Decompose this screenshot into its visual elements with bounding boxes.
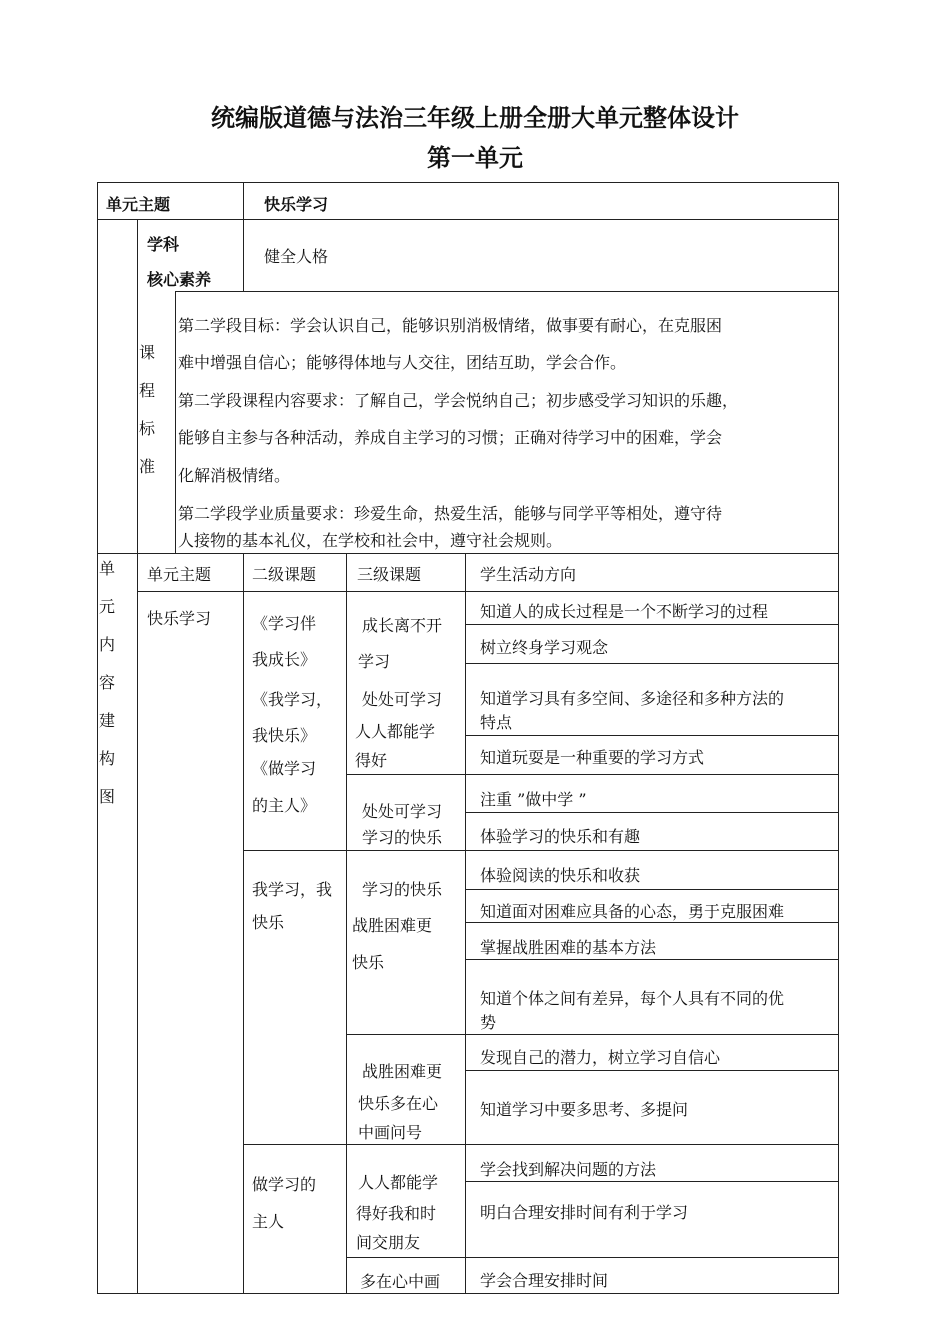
- activity-item: 树立终身学习观念: [480, 638, 609, 657]
- activity-item: 体验学习的快乐和有趣: [480, 827, 641, 846]
- standards-line: 第二学段目标：学会认识自己，能够识别消极情绪，做事要有耐心，在克服困: [178, 316, 723, 335]
- structure-theme: 快乐学习: [147, 609, 212, 628]
- level2-item: 我学习，我: [252, 880, 333, 899]
- activity-item: 势: [480, 1013, 497, 1032]
- standards-line: 第二学段课程内容要求：了解自己，学会悦纳自己；初步感受学习知识的乐趣，: [178, 391, 739, 410]
- activity-item: 知道学习中要多思考、多提问: [480, 1100, 689, 1119]
- level3-item: 成长离不开: [362, 616, 443, 635]
- level2-item: 《做学习: [252, 759, 317, 778]
- level2-item: 《学习伴: [252, 614, 317, 633]
- level3-item: 间交朋友: [356, 1233, 421, 1252]
- activity-item: 知道学习具有多空间、多途径和多种方法的: [480, 689, 785, 708]
- level3-item: 人人都能学: [355, 722, 436, 741]
- level2-item: 快乐: [252, 913, 285, 932]
- level2-item: 的主人》: [252, 796, 317, 815]
- level3-item: 处处可学习: [362, 802, 443, 821]
- document-subtitle: 第一单元: [427, 144, 523, 172]
- activity-item: 发现自己的潜力，树立学习自信心: [480, 1048, 721, 1067]
- level3-item: 快乐多在心: [358, 1094, 439, 1113]
- activity-item: 注重 ”做中学 ”: [480, 790, 587, 809]
- unit-theme-label: 单元主题: [106, 195, 171, 214]
- standards-line: 难中增强自信心；能够得体地与人交往，团结互助，学会合作。: [178, 353, 627, 372]
- level3-item: 中画问号: [358, 1123, 423, 1142]
- level3-item: 得好: [355, 751, 388, 770]
- literacy-value: 健全人格: [264, 247, 329, 266]
- activity-item: 特点: [480, 713, 513, 732]
- level3-item: 处处可学习: [362, 690, 443, 709]
- structure-label: 单 元 内 容 建 构 图: [98, 559, 115, 806]
- level3-item: 学习的快乐: [362, 880, 443, 899]
- level3-item: 学习: [358, 652, 391, 671]
- activity-item: 知道面对困难应具备的心态，勇于克服困难: [480, 902, 785, 921]
- level2-item: 主人: [252, 1212, 285, 1231]
- activity-item: 知道人的成长过程是一个不断学习的过程: [480, 602, 769, 621]
- standards-line: 人接物的基本礼仪，在学校和社会中，遵守社会规则。: [178, 531, 563, 550]
- literacy-label-line2: 核心素养: [147, 270, 212, 289]
- column-header-level3: 三级课题: [357, 565, 422, 584]
- activity-item: 掌握战胜困难的基本方法: [480, 938, 657, 957]
- level3-item: 战胜困难更: [362, 1062, 443, 1081]
- level3-item: 多在心中画: [360, 1272, 441, 1291]
- level3-item: 人人都能学: [358, 1173, 439, 1192]
- literacy-label-line1: 学科: [147, 235, 180, 254]
- column-header-activity: 学生活动方向: [480, 565, 577, 584]
- activity-item: 体验阅读的快乐和收获: [480, 866, 641, 885]
- level2-item: 做学习的: [252, 1175, 317, 1194]
- level3-item: 得好我和时: [356, 1204, 437, 1223]
- level3-item: 学习的快乐: [362, 828, 443, 847]
- standards-line: 化解消极情绪。: [178, 466, 291, 485]
- activity-item: 知道个体之间有差异，每个人具有不同的优: [480, 989, 785, 1008]
- level3-item: 快乐: [352, 953, 385, 972]
- standards-label: 课 程 标 准: [138, 343, 155, 476]
- column-header-theme: 单元主题: [147, 565, 212, 584]
- column-header-level2: 二级课题: [252, 565, 317, 584]
- unit-theme-value: 快乐学习: [264, 195, 329, 214]
- level3-item: 战胜困难更: [352, 916, 433, 935]
- level2-item: 我成长》: [252, 650, 317, 669]
- level2-item: 《我学习，: [252, 690, 333, 709]
- activity-item: 知道玩耍是一种重要的学习方式: [480, 748, 705, 767]
- level2-item: 我快乐》: [252, 726, 317, 745]
- activity-item: 明白合理安排时间有利于学习: [480, 1203, 689, 1222]
- activity-item: 学会合理安排时间: [480, 1271, 609, 1290]
- document-title: 统编版道德与法治三年级上册全册大单元整体设计: [211, 104, 739, 132]
- activity-item: 学会找到解决问题的方法: [480, 1160, 657, 1179]
- standards-line: 能够自主参与各种活动，养成自主学习的习惯；正确对待学习中的困难，学会: [178, 428, 723, 447]
- standards-line: 第二学段学业质量要求：珍爱生命，热爱生活，能够与同学平等相处，遵守待: [178, 504, 723, 523]
